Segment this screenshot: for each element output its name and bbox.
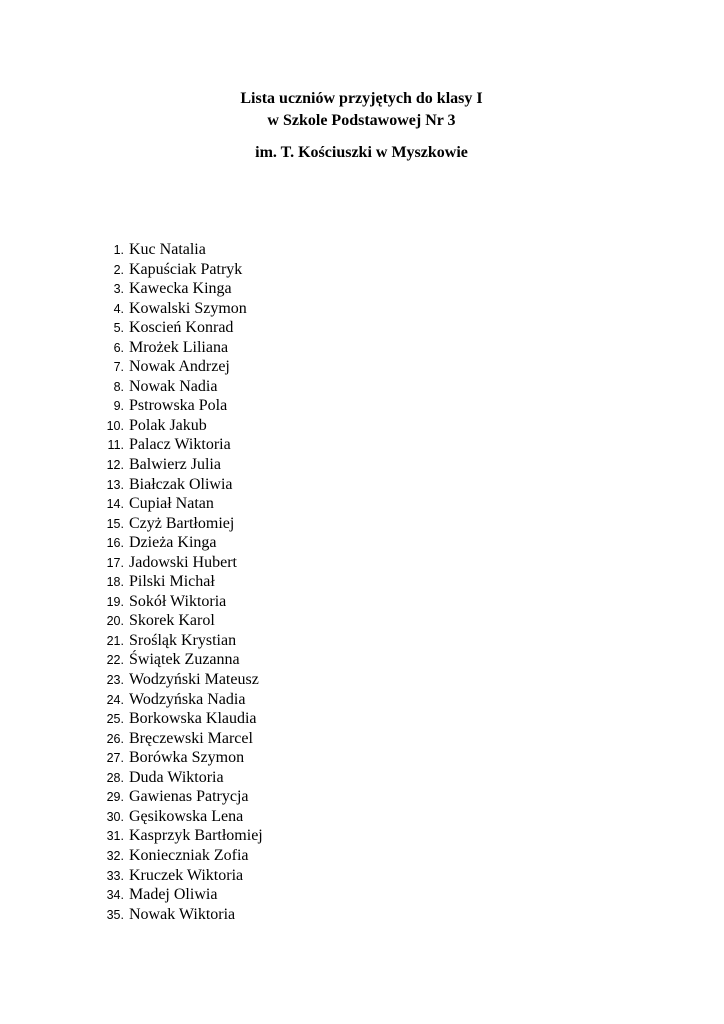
list-item [0,671,263,691]
student-name: Kowalski Szymon [129,299,247,317]
list-item-number: 9. [113,399,124,414]
list-item [0,436,263,456]
list-item-number: 30. [106,809,124,824]
list-item [0,593,263,613]
student-name: Wodzyńska Nadia [129,690,246,708]
student-name: Borówka Szymon [129,749,245,767]
header-line-3: im. T. Kościuszki w Myszkowie [255,144,468,161]
list-item-number: 1. [113,243,124,257]
student-name: Jadowski Hubert [129,553,237,571]
list-item [0,906,263,926]
list-item [0,788,263,808]
list-item-number: 3. [113,282,124,297]
list-item-number: 24. [106,692,124,707]
list-item [0,691,263,711]
list-item-number: 23. [106,673,124,688]
student-list [0,241,263,925]
student-name: Srośląk Krystian [129,631,237,649]
student-name: Mrożek Liliana [129,338,229,356]
list-item [0,397,263,417]
list-item [0,495,263,515]
list-item-number: 13. [106,477,124,492]
list-item [0,261,263,281]
list-item [0,358,263,378]
list-item [0,515,263,535]
list-item-number: 27. [106,751,124,766]
list-item [0,417,263,437]
list-item-number: 35. [106,907,124,922]
list-item [0,554,263,574]
list-item-number: 18. [106,575,124,590]
list-item [0,808,263,828]
student-name: Konieczniak Zofia [129,846,249,864]
student-name: Nowak Andrzej [129,358,230,376]
list-item [0,456,263,476]
list-item [0,476,263,496]
student-name: Kruczek Wiktoria [129,866,244,884]
list-item [0,730,263,750]
list-item [0,280,263,300]
list-item-number: 31. [106,829,124,844]
list-item-number: 33. [106,868,124,883]
list-item [0,241,263,261]
student-name: Nowak Nadia [129,377,218,395]
list-item-number: 15. [106,516,124,531]
list-item [0,300,263,320]
header-line-2: w Szkole Podstawowej Nr 3 [267,112,456,129]
list-item-number: 12. [106,458,124,473]
student-name: Kapuściak Patryk [129,260,243,278]
list-item [0,378,263,398]
student-name: Gawienas Patrycja [129,788,249,806]
student-name: Cupiał Natan [129,495,214,513]
student-name: Nowak Wiktoria [129,905,236,923]
student-name: Wodzyński Mateusz [129,671,259,689]
student-name: Dzieża Kinga [129,534,217,552]
header-line-1: Lista uczniów przyjętych do klasy I [240,90,483,107]
list-item-number: 14. [106,497,124,512]
list-item [0,886,263,906]
list-item [0,710,263,730]
list-item [0,749,263,769]
student-name: Pilski Michał [129,573,215,591]
list-item-number: 5. [113,321,124,336]
list-item-number: 17. [106,555,124,570]
student-name: Kawecka Kinga [129,280,232,298]
list-item-number: 7. [113,360,124,375]
list-item-number: 28. [106,770,124,785]
list-item-number: 19. [106,594,124,609]
student-name: Balwierz Julia [129,456,221,474]
list-item-number: 10. [106,418,124,433]
list-item [0,534,263,554]
list-item-number: 25. [106,712,124,727]
document-header [0,88,724,164]
student-name: Sokół Wiktoria [129,592,227,610]
student-name: Czyż Bartłomiej [129,514,235,532]
student-name: Duda Wiktoria [129,768,224,786]
list-item-number: 11. [107,438,124,453]
student-name: Madej Oliwia [129,886,218,904]
list-item-number: 34. [106,888,124,903]
student-name: Borkowska Klaudia [129,710,257,728]
list-item [0,847,263,867]
list-item-number: 29. [106,790,124,805]
list-item [0,573,263,593]
list-item [0,612,263,632]
student-name: Skorek Karol [129,612,215,630]
list-item [0,867,263,887]
student-name: Palacz Wiktoria [129,436,231,454]
list-item [0,651,263,671]
list-item [0,769,263,789]
list-item-number: 8. [113,379,124,394]
student-name: Bręczewski Marcel [129,729,253,747]
list-item-number: 2. [113,262,124,277]
student-name: Pstrowska Pola [129,397,228,415]
student-name: Koscień Konrad [129,319,234,337]
list-item-number: 21. [106,633,124,648]
student-name: Gęsikowska Lena [129,807,244,825]
list-item-number: 26. [106,731,124,746]
list-item-number: 20. [106,614,124,629]
list-item-number: 4. [113,301,124,316]
list-item-number: 22. [106,653,124,668]
list-item [0,339,263,359]
list-item [0,319,263,339]
student-name: Kasprzyk Bartłomiej [129,827,263,845]
student-name: Kuc Natalia [129,241,206,258]
list-item [0,632,263,652]
list-item-number: 32. [106,848,124,863]
student-name: Świątek Zuzanna [129,651,240,669]
list-item-number: 6. [113,340,124,355]
student-name: Białczak Oliwia [129,475,233,493]
list-item [0,827,263,847]
list-item-number: 16. [106,536,124,551]
student-name: Polak Jakub [129,416,207,434]
